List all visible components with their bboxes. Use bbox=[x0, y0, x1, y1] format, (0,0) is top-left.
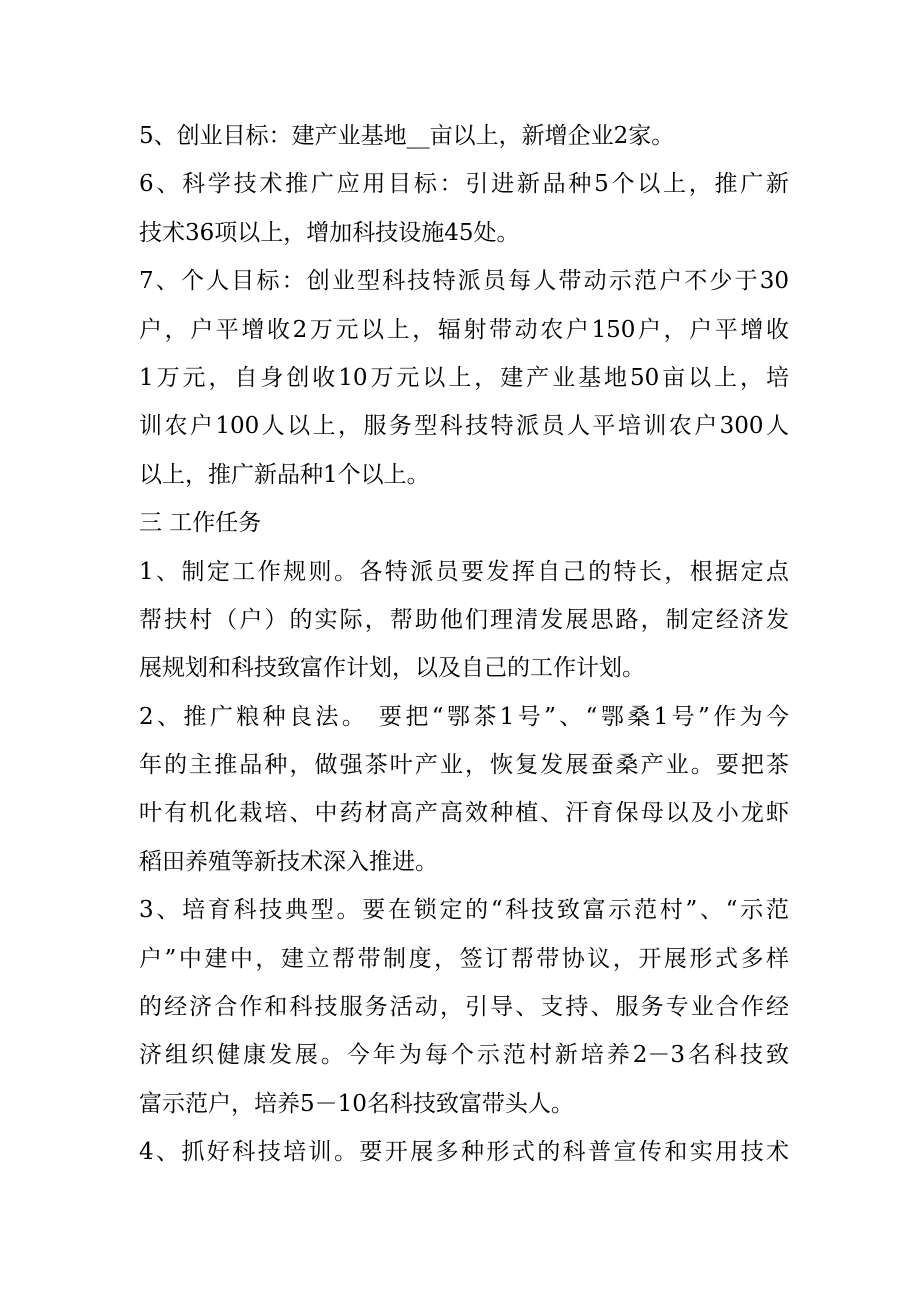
text-line: 叶有机化栽培、中药材高产高效种植、汗育保母以及小龙虾 bbox=[139, 800, 789, 827]
text-line: 2、推广粮种良法。 要把“鄂茶1号”、“鄂桑1号”作为今 bbox=[139, 703, 789, 730]
text-line: 1、制定工作规则。各特派员要发挥自己的特长，根据定点 bbox=[139, 558, 789, 585]
text-line: 1万元，自身创收10万元以上，建产业基地50亩以上，培 bbox=[139, 364, 789, 391]
text-line: 以上，推广新品种1个以上。 bbox=[139, 461, 430, 488]
text-line: 户”中建中，建立帮带制度，签订帮带协议，开展形式多样 bbox=[139, 945, 789, 972]
text-line: 富示范户，培养5－10名科技致富带头人。 bbox=[139, 1090, 574, 1117]
text-line: 训农户100人以上，服务型科技特派员人平培训农户300人 bbox=[139, 413, 789, 440]
text-line: 5、创业目标：建产业基地__亩以上，新增企业2家。 bbox=[139, 123, 675, 149]
text-line: 济组织健康发展。今年为每个示范村新培养2－3名科技致 bbox=[139, 1042, 789, 1069]
text-line: 7、个人目标：创业型科技特派员每人带动示范户不少于30 bbox=[139, 268, 789, 295]
text-line: 户，户平增收2万元以上，辐射带动农户150户，户平增收 bbox=[139, 316, 789, 343]
text-line: 6、科学技术推广应用目标：引进新品种5个以上，推广新 bbox=[139, 171, 789, 198]
text-line: 3、培育科技典型。要在锁定的“科技致富示范村”、“示范 bbox=[139, 897, 789, 924]
text-line: 帮扶村（户）的实际，帮助他们理清发展思路，制定经济发 bbox=[139, 606, 789, 633]
text-line: 4、抓好科技培训。要开展多种形式的科普宣传和实用技术 bbox=[139, 1139, 789, 1166]
section-heading: 三 工作任务 bbox=[139, 510, 262, 537]
text-line: 稻田养殖等新技术深入推进。 bbox=[139, 848, 438, 875]
text-line: 技术36项以上，增加科技设施45处。 bbox=[139, 219, 520, 246]
text-line: 展规划和科技致富作计划，以及自己的工作计划。 bbox=[139, 655, 645, 682]
text-line: 年的主推品种，做强茶叶产业，恢复发展蚕桑产业。要把茶 bbox=[139, 752, 789, 779]
document-body bbox=[139, 112, 789, 1177]
text-line: 的经济合作和科技服务活动，引导、支持、服务专业合作经 bbox=[139, 994, 789, 1021]
